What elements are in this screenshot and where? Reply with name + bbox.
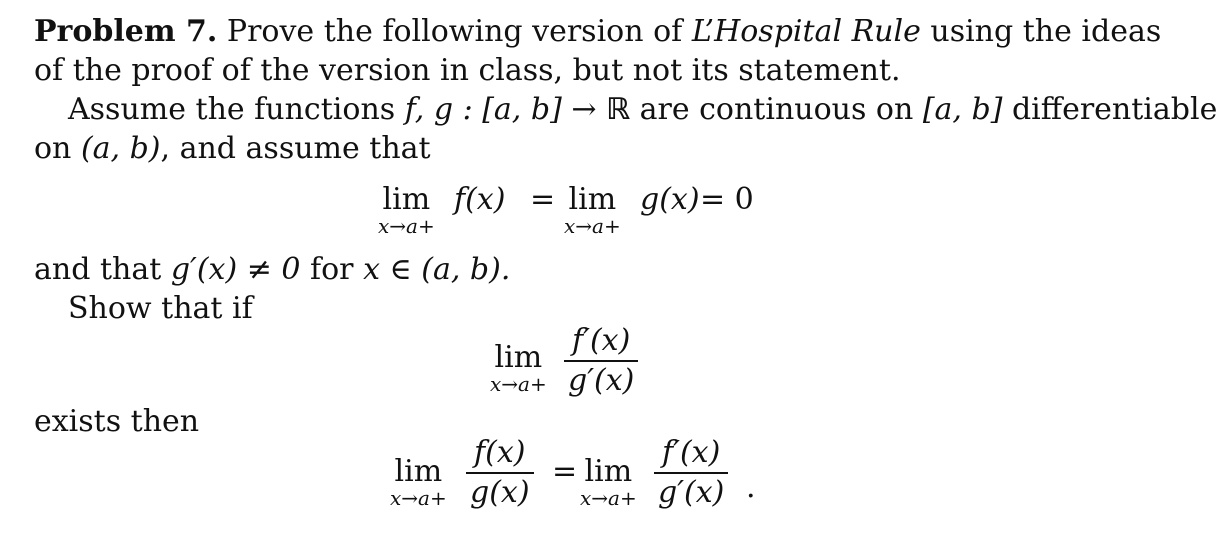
g-of-x: g(x): [640, 182, 700, 217]
function-ratio: [466, 436, 534, 510]
problem-intro-line-2: of the proof of the version in class, but not its statement.: [34, 53, 901, 88]
numerator: f′(x): [662, 435, 721, 470]
on-text: on: [34, 131, 72, 166]
problem-heading: Problem 7.: [34, 14, 218, 49]
f-of-x: f(x): [454, 182, 506, 217]
lim-word: lim: [568, 182, 617, 217]
equals-sign: =: [552, 454, 578, 489]
lim-subscript: x→a+: [378, 214, 435, 238]
lim-word: lim: [494, 340, 543, 375]
nonzero-condition: [34, 252, 510, 288]
intro-text-a: Prove the following version of: [226, 14, 683, 49]
derivative-ratio: [654, 436, 728, 510]
limit-operator-5: [580, 456, 637, 508]
numerator: f(x): [474, 435, 526, 470]
lim-subscript: x→a+: [490, 372, 547, 396]
show-that-if-text: Show that if: [68, 291, 253, 326]
fraction-bar: [466, 472, 534, 474]
for-text: for: [310, 252, 354, 287]
derivative-ratio: [564, 324, 638, 398]
and-that-text: and that: [34, 252, 162, 287]
function-signature: f, g : [a, b] →: [404, 92, 597, 127]
open-interval: (a, b): [80, 131, 161, 166]
lim-subscript: x→a+: [390, 486, 447, 510]
reals-symbol: ℝ: [606, 92, 631, 127]
assumption-line-1: [68, 92, 1217, 128]
assume-text-b: are continuous on: [639, 92, 914, 127]
x-in-interval: x ∈ (a, b).: [363, 252, 511, 287]
assume-that-text: , and assume that: [160, 131, 431, 166]
equals-zero: = 0: [700, 182, 754, 217]
problem-intro-line-1: [34, 14, 1161, 50]
g-prime-nonzero: g′(x) ≠ 0: [170, 252, 301, 287]
intro-text-b: using the ideas: [930, 14, 1162, 49]
lim-subscript: x→a+: [564, 214, 621, 238]
denominator: g′(x): [658, 475, 725, 510]
assume-text-c: differentiable: [1011, 92, 1217, 127]
closed-interval: [a, b]: [922, 92, 1003, 127]
denominator: g(x): [470, 475, 530, 510]
lim-word: lim: [584, 454, 633, 489]
fraction-bar: [654, 472, 728, 474]
assume-text-a: Assume the functions: [68, 92, 396, 127]
exists-then-text: exists then: [34, 404, 200, 439]
lim-word: lim: [394, 454, 443, 489]
rule-name: L’Hospital Rule: [691, 14, 921, 49]
lim-word: lim: [382, 182, 431, 217]
limit-operator-2: [564, 184, 621, 236]
lim-subscript: x→a+: [580, 486, 637, 510]
assumption-line-2: [34, 131, 431, 167]
final-period: .: [746, 470, 756, 505]
limit-operator-3: [490, 342, 547, 394]
limit-operator-1: [378, 184, 435, 236]
equals-sign: =: [530, 182, 556, 217]
limit-operator-4: [390, 456, 447, 508]
fraction-bar: [564, 360, 638, 362]
denominator: g′(x): [568, 363, 635, 398]
numerator: f′(x): [572, 323, 631, 358]
